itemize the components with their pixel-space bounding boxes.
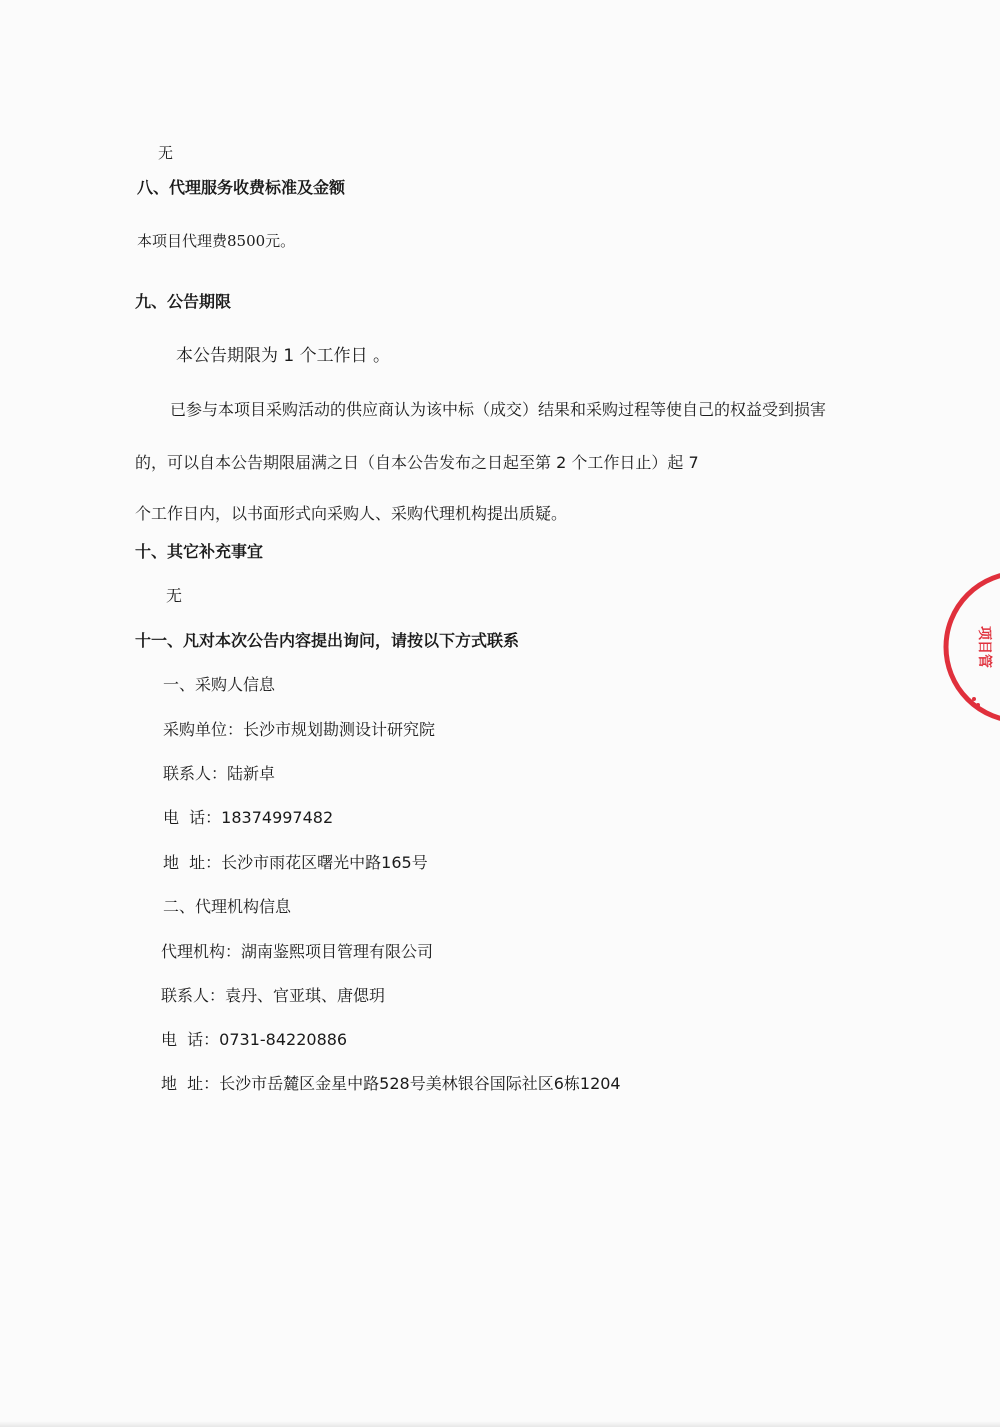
section-heading-contact: 十一、凡对本次公告内容提出询问，请按以下方式联系 xyxy=(135,631,520,650)
seal-text: 项目管 xyxy=(976,626,992,668)
seal-dot-1 xyxy=(972,697,976,701)
purchaser-phone: 电 话：18374997482 xyxy=(163,808,334,827)
challenge-paragraph-line-1: 已参与本项目采购活动的供应商认为该中标（成交）结果和采购过程等使自己的权益受到损害 xyxy=(170,400,827,419)
agency-heading: 二、代理机构信息 xyxy=(163,897,292,916)
agency-address: 地 址：长沙市岳麓区金星中路528号美林银谷国际社区6栋1204 xyxy=(161,1074,621,1093)
seal-dot-2 xyxy=(976,703,980,707)
purchaser-unit: 采购单位：长沙市规划勘测设计研究院 xyxy=(163,720,436,739)
notice-period-text: 本公告期限为 1 个工作日 。 xyxy=(176,346,391,366)
challenge-paragraph-line-2: 的，可以自本公告期限届满之日（自本公告发布之日起至第 2 个工作日止）起 7 xyxy=(135,453,699,472)
section-heading-other-matters: 十、其它补充事宜 xyxy=(135,542,264,561)
section-heading-fee-standard: 八、代理服务收费标准及金额 xyxy=(137,178,346,197)
agency-fee-text: 本项目代理费8500元。 xyxy=(137,232,296,250)
purchaser-contact: 联系人：陆新卓 xyxy=(163,764,276,783)
none-text-2: 无 xyxy=(166,586,183,605)
challenge-paragraph-line-3: 个工作日内，以书面形式向采购人、采购代理机构提出质疑。 xyxy=(135,504,568,523)
seal-text-group xyxy=(976,626,993,668)
purchaser-address: 地 址：长沙市雨花区曙光中路165号 xyxy=(163,853,428,872)
scan-bottom-edge xyxy=(0,1421,1000,1427)
section-heading-notice-period: 九、公告期限 xyxy=(135,292,232,311)
official-seal-stamp xyxy=(940,565,1000,730)
agency-contact: 联系人：袁丹、官亚琪、唐偲玥 xyxy=(161,986,386,1005)
none-text: 无 xyxy=(158,144,174,162)
purchaser-heading: 一、采购人信息 xyxy=(163,675,276,694)
agency-name: 代理机构：湖南鉴熙项目管理有限公司 xyxy=(161,942,434,961)
agency-phone: 电 话：0731-84220886 xyxy=(161,1030,348,1049)
